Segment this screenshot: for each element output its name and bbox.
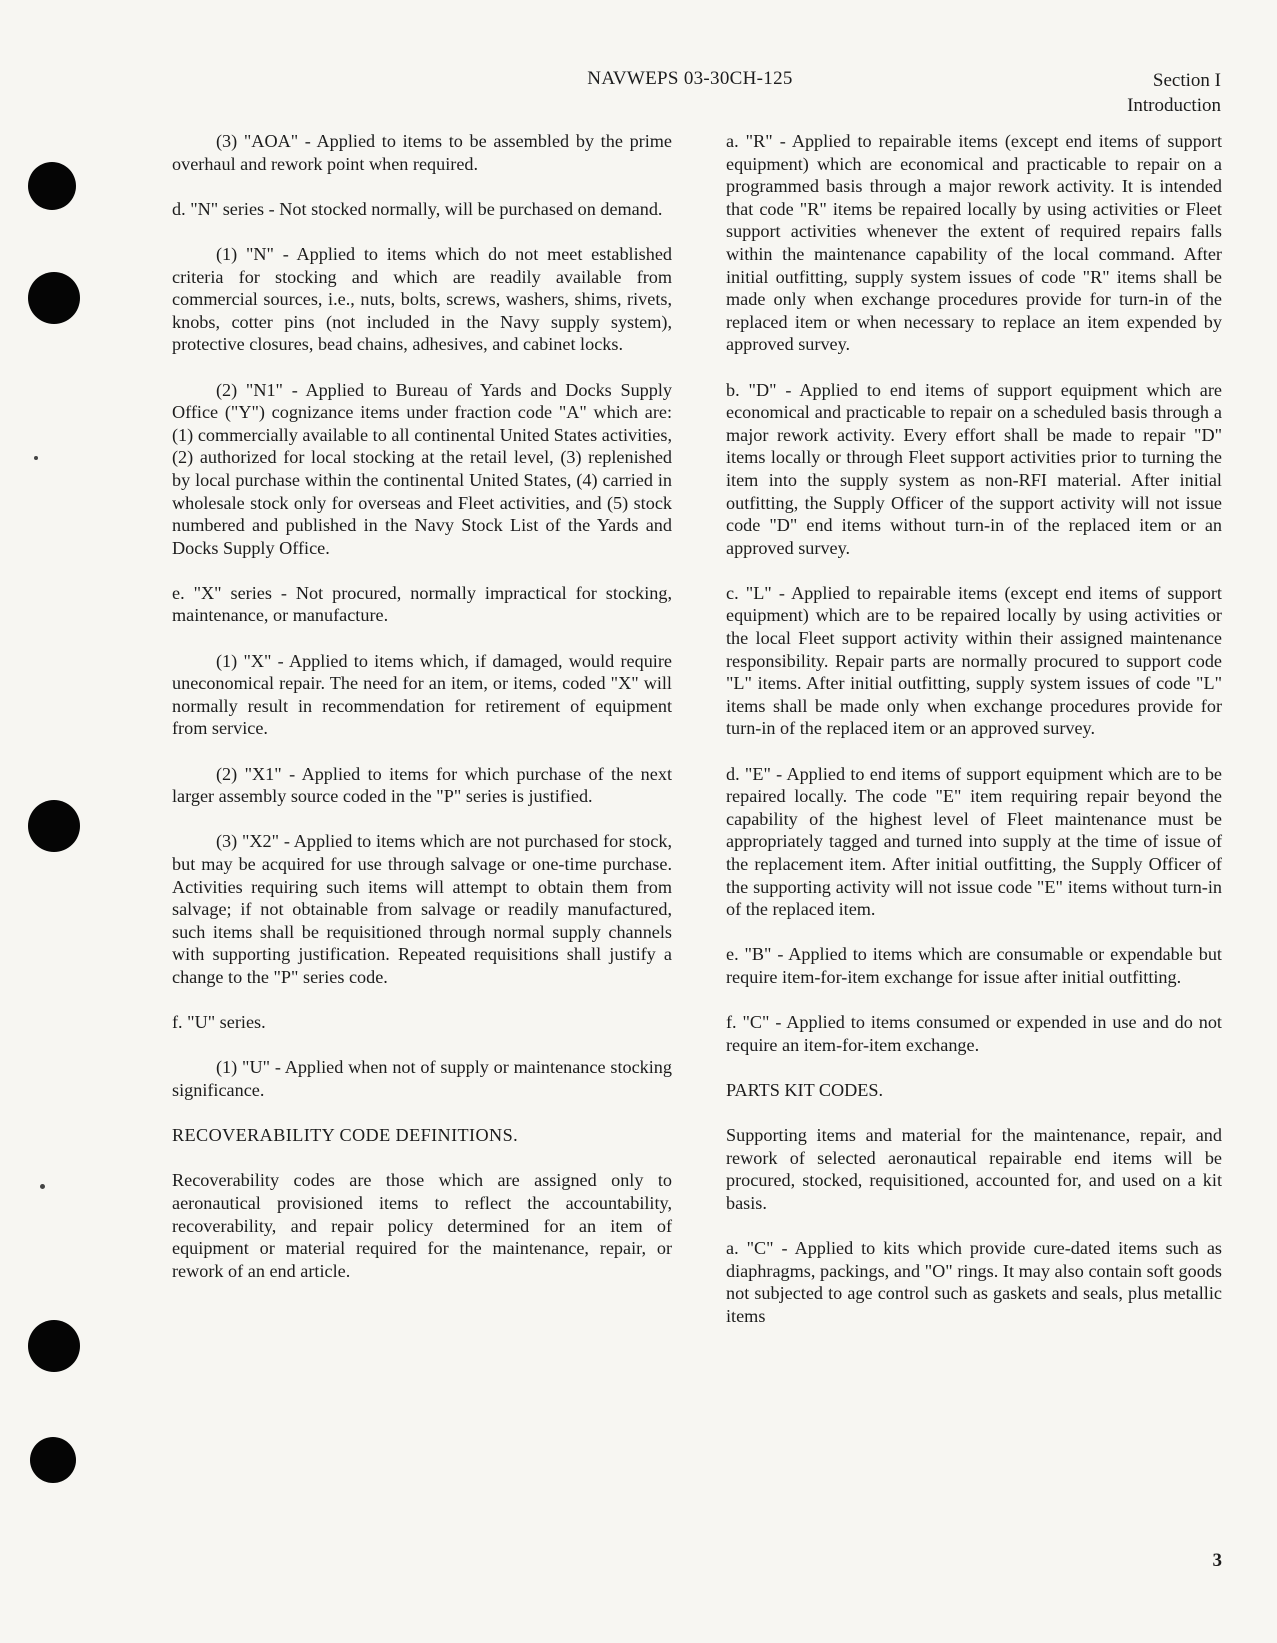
binder-hole	[28, 1320, 80, 1372]
section-heading: PARTS KIT CODES.	[726, 1079, 884, 1100]
paragraph: d. "N" series - Not stocked normally, will be purchased on demand.	[172, 198, 663, 219]
paragraph: a. "R" - Applied to repairable items (except end items of support equipment) which are economical and practicable to repair on a programmed basis through a major rework activity. It is intended that code "R" items be repaired locally by using activities or Fleet support activities whenever the extent of required repairs falls within the maintenance capability of the local command. After initial outfitting, supply system issues of code "R" items shall be made only when exchange procedures provide for turn-in of the replaced item or when necessary to replace an item expended by approved survey.	[726, 131, 1222, 355]
binder-hole	[28, 272, 80, 324]
page-number: 3	[1212, 1550, 1222, 1571]
paragraph: e. "B" - Applied to items which are consumable or expendable but require item-for-item exchange for issue after initial outfitting.	[726, 944, 1222, 987]
binder-hole	[30, 1437, 76, 1483]
paragraph: (3) "X2" - Applied to items which are not purchased for stock, but may be acquired for use through salvage or one-time purchase. Activities requiring such items will attempt to obtain them from salvage; if not obtainable from salvage or readily manufactured, such items shall be requisitioned through normal supply channels with supporting justification. Repeated requisitions shall justify a change to the "P" series code.	[172, 831, 672, 987]
paragraph: f. "U" series.	[172, 1012, 266, 1033]
paragraph: Recoverability codes are those which are assigned only to aeronautical provisioned items to reflect the accountability, recoverability, and repair policy determined for an item of equipment or material required for the maintenance, repair, or rework of an end article.	[172, 1170, 672, 1281]
scan-speck	[40, 1184, 45, 1189]
right-column	[726, 130, 1222, 1350]
paragraph: (3) "AOA" - Applied to items to be assembled by the prime overhaul and rework point when required.	[172, 131, 672, 174]
paragraph: d. "E" - Applied to end items of support equipment which are to be repaired locally. The code "E" item requiring repair beyond the capability of the highest level of Fleet maintenance must be appropriately tagged and turned into supply at the time of issue of the replacement item. After initial outfitting, the Supply Officer of the supporting activity will not issue code "E" items without turn-in of the replaced item.	[726, 763, 1222, 920]
binder-hole	[28, 162, 76, 210]
section-label: Section I	[1152, 70, 1221, 91]
paragraph: (1) "N" - Applied to items which do not meet established criteria for stocking and which are readily available from commercial sources, i.e., nuts, bolts, screws, washers, shims, rivets, knobs, cotter pins (not included in the Navy supply system), protective closures, bead chains, adhesives, and cabinet locks.	[172, 243, 672, 355]
paragraph: (2) "N1" - Applied to Bureau of Yards and Docks Supply Office ("Y") cognizance items under fraction code "A" which are: (1) commercially available to all continental United States activities, (2) authorized for local stocking at the retail level, (3) replenished by local purchase within the continental United States, (4) carried in wholesale stock only for overseas and Fleet activities, and (5) stock numbered and published in the Navy Stock List of the Yards and Docks Supply Office.	[172, 379, 672, 558]
binder-hole	[28, 800, 80, 852]
paragraph: c. "L" - Applied to repairable items (except end items of support equipment) which are to be repaired locally by using activities or the local Fleet support activity within their assigned maintenance responsibility. Repair parts are normally procured to support code "L" items. After initial outfitting, supply system issues of code "L" items shall be made only when exchange procedures provide for turn-in of the replaced item or an approved survey.	[726, 582, 1222, 739]
paragraph: b. "D" - Applied to end items of support equipment which are economical and practicable to repair on a scheduled basis through a major rework activity. Every effort shall be made to repair "D" items locally or through Fleet support activities prior to turning the item into the supply system as non-RFI material. After initial outfitting, the Supply Officer of the support activity will not issue code "D" end items without turn-in of the replaced item or an approved survey.	[726, 379, 1222, 558]
section-header	[1127, 68, 1221, 118]
section-title: Introduction	[1127, 95, 1221, 116]
section-heading: RECOVERABILITY CODE DEFINITIONS.	[172, 1125, 519, 1146]
paragraph: (1) "U" - Applied when not of supply or maintenance stocking significance.	[172, 1057, 672, 1100]
scan-speck	[34, 456, 38, 460]
left-column	[172, 130, 672, 1305]
paragraph: (1) "X" - Applied to items which, if damaged, would require uneconomical repair. The need for an item, or items, coded "X" will normally result in recommendation for retirement of equipment from service.	[172, 650, 672, 739]
paragraph: Supporting items and material for the maintenance, repair, and rework of selected aeronautical repairable end items will be procured, stocked, requisitioned, accounted for, and used on a kit basis.	[726, 1125, 1222, 1213]
document-number: NAVWEPS 03-30CH-125	[587, 68, 793, 89]
paragraph: (2) "X1" - Applied to items for which purchase of the next larger assembly source coded in the "P" series is justified.	[172, 763, 672, 807]
paragraph: a. "C" - Applied to kits which provide cure-dated items such as diaphragms, packings, and "O" rings. It may also contain soft goods not subjected to age control such as gaskets and seals, plus metallic items	[726, 1238, 1222, 1326]
paragraph: f. "C" - Applied to items consumed or expended in use and do not require an item-for-item exchange.	[726, 1012, 1222, 1055]
paragraph: e. "X" series - Not procured, normally impractical for stocking, maintenance, or manufacture.	[172, 582, 672, 626]
